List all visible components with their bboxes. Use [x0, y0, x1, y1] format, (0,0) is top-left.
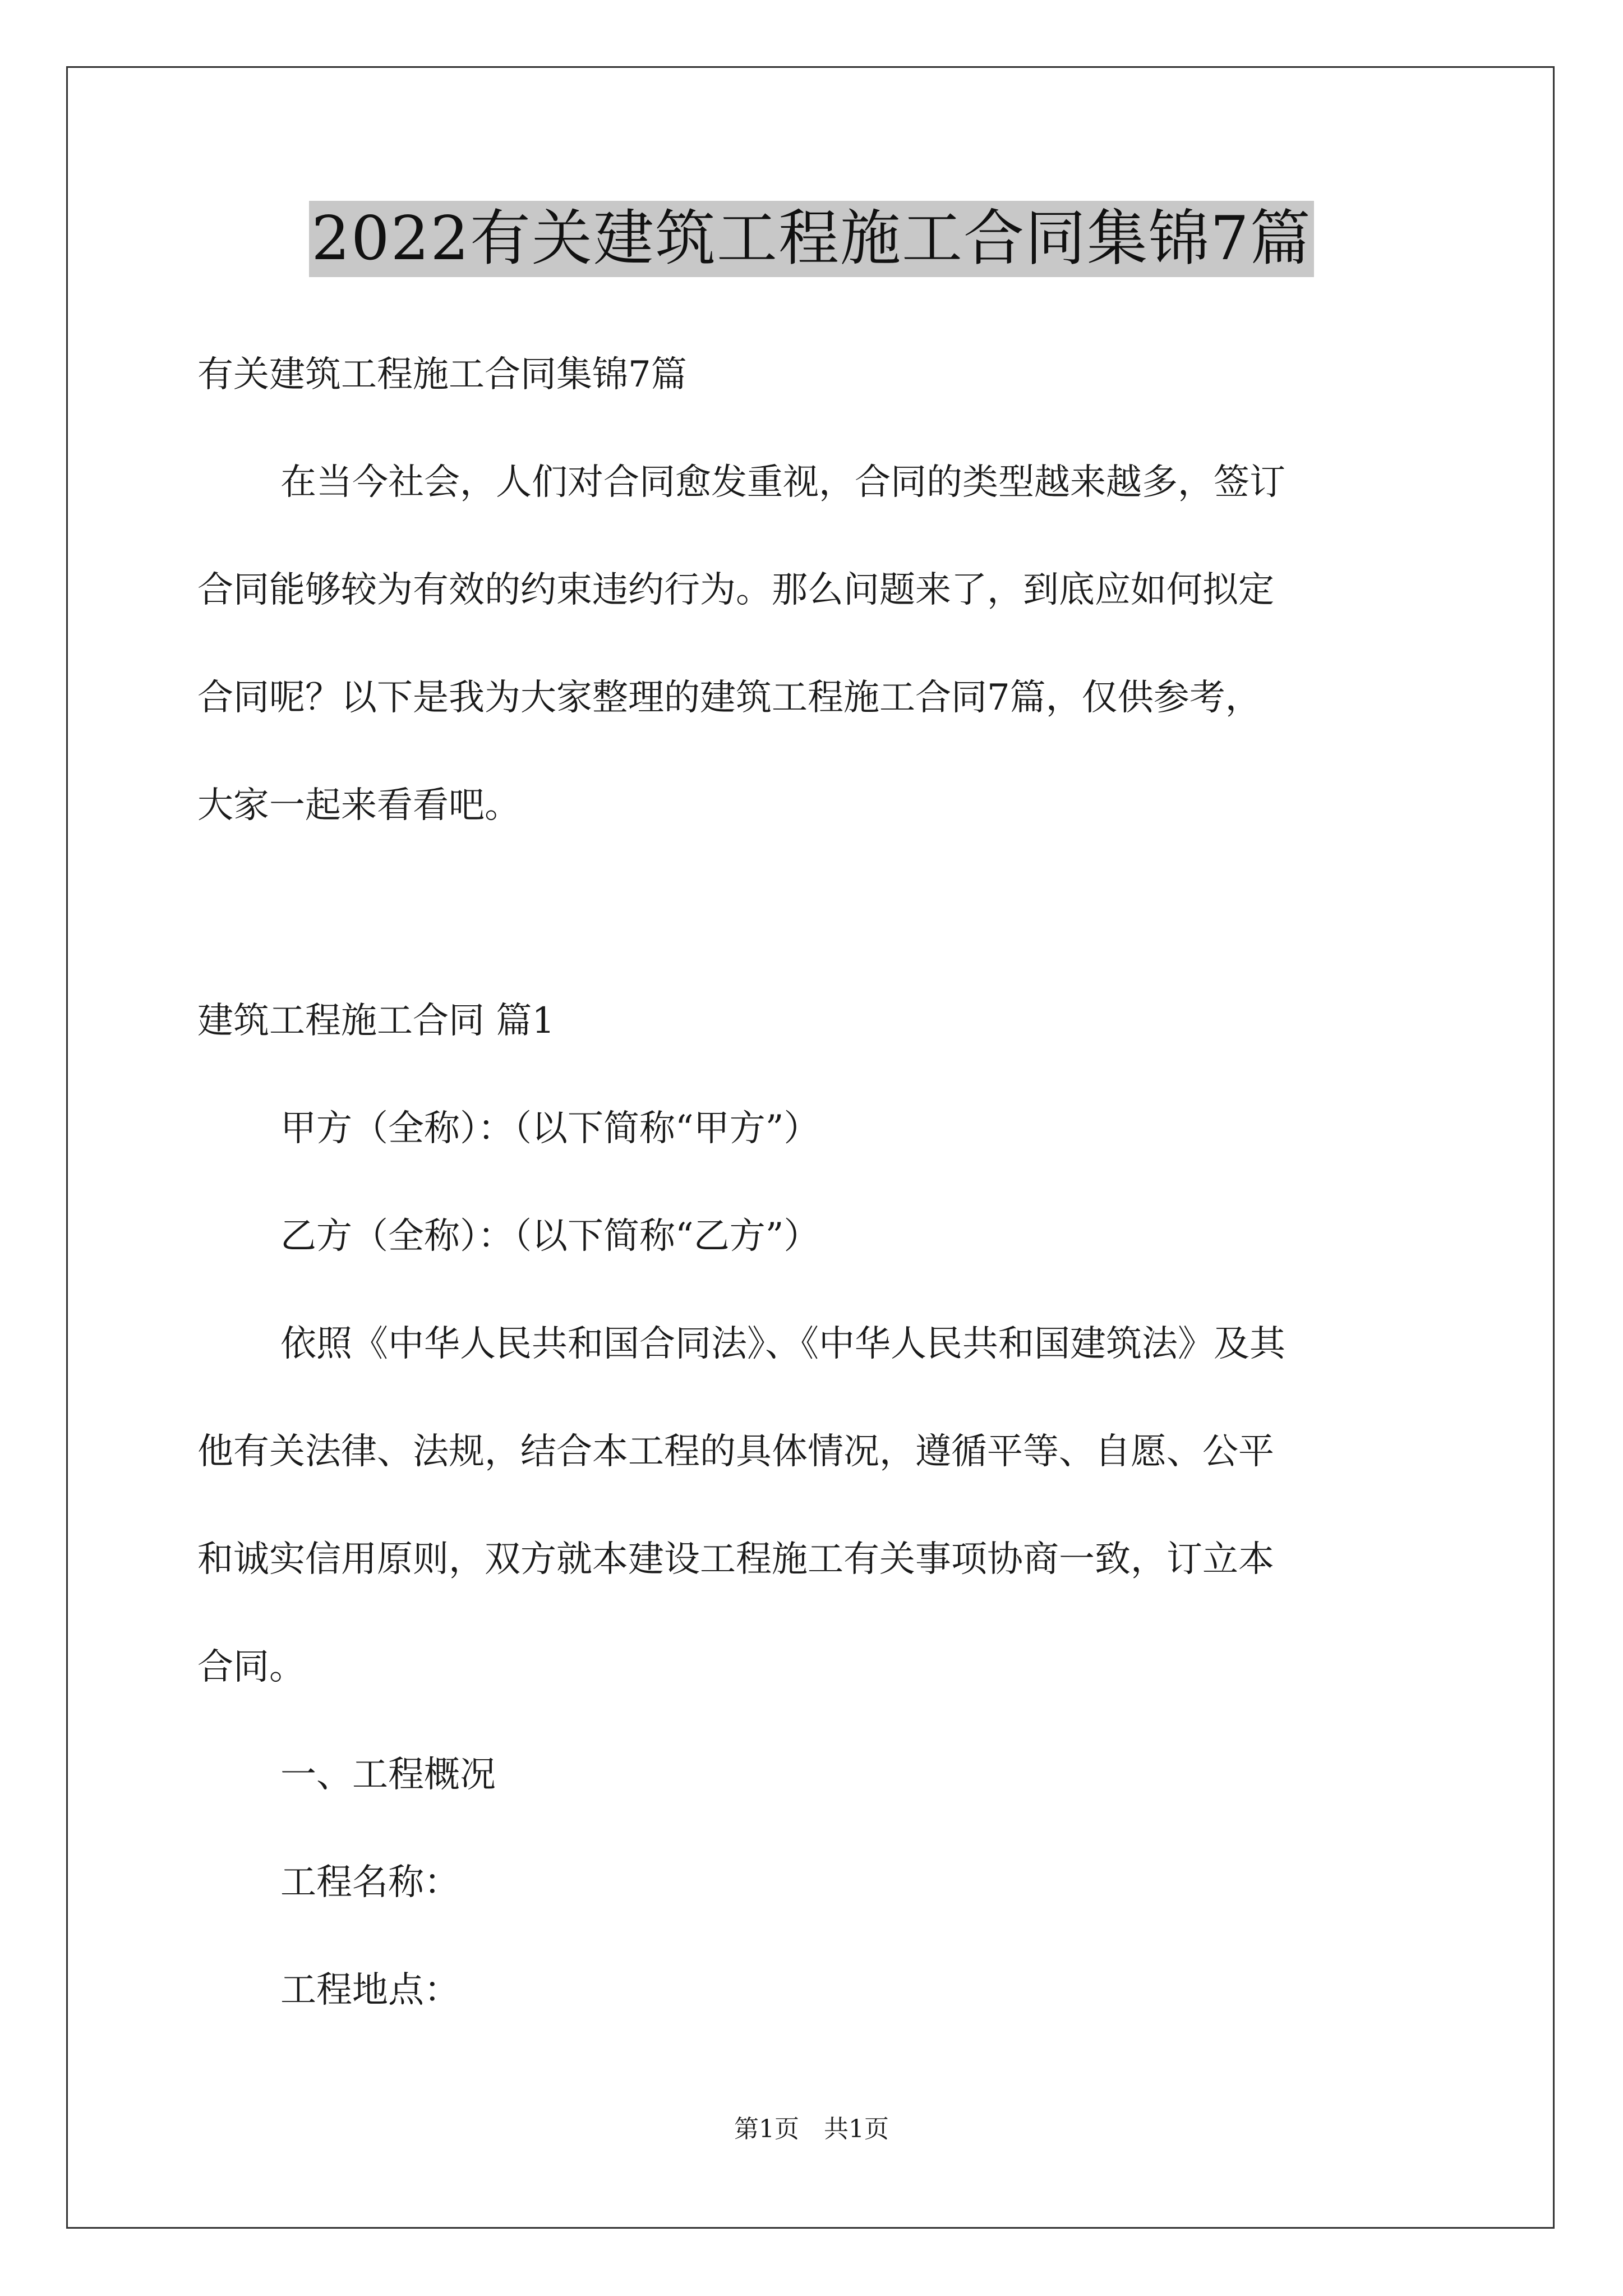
title-container [0, 201, 1623, 277]
project-location-label: 工程地点： [280, 1970, 460, 2011]
clause-1-heading: 一、工程概况 [280, 1754, 496, 1796]
document-title: 2022有关建筑工程施工合同集锦7篇 [309, 201, 1314, 277]
party-a-line: 甲方（全称）：（以下简称“甲方”） [280, 1108, 820, 1149]
intro-line-1: 在当今社会，人们对合同愈发重视，合同的类型越来越多，签订 [280, 462, 1285, 503]
intro-line-2: 合同能够较为有效的约束违约行为。那么问题来了，到底应如何拟定 [197, 569, 1274, 611]
section-heading: 建筑工程施工合同 篇1 [197, 1000, 555, 1042]
document-subtitle: 有关建筑工程施工合同集锦7篇 [197, 354, 687, 395]
intro-line-4: 大家一起来看看吧。 [197, 785, 520, 826]
basis-line-4: 合同。 [197, 1646, 305, 1688]
basis-line-2: 他有关法律、法规，结合本工程的具体情况，遵循平等、自愿、公平 [197, 1431, 1274, 1473]
party-b-line: 乙方（全称）：（以下简称“乙方”） [280, 1216, 820, 1257]
project-name-label: 工程名称： [280, 1862, 460, 1903]
basis-line-1: 依照《中华人民共和国合同法》、《中华人民共和国建筑法》及其 [280, 1323, 1285, 1365]
intro-line-3: 合同呢？以下是我为大家整理的建筑工程施工合同7篇，仅供参考， [197, 677, 1261, 719]
page-footer: 第1页 共1页 [734, 2115, 889, 2143]
basis-line-3: 和诚实信用原则，双方就本建设工程施工有关事项协商一致，订立本 [197, 1539, 1274, 1580]
